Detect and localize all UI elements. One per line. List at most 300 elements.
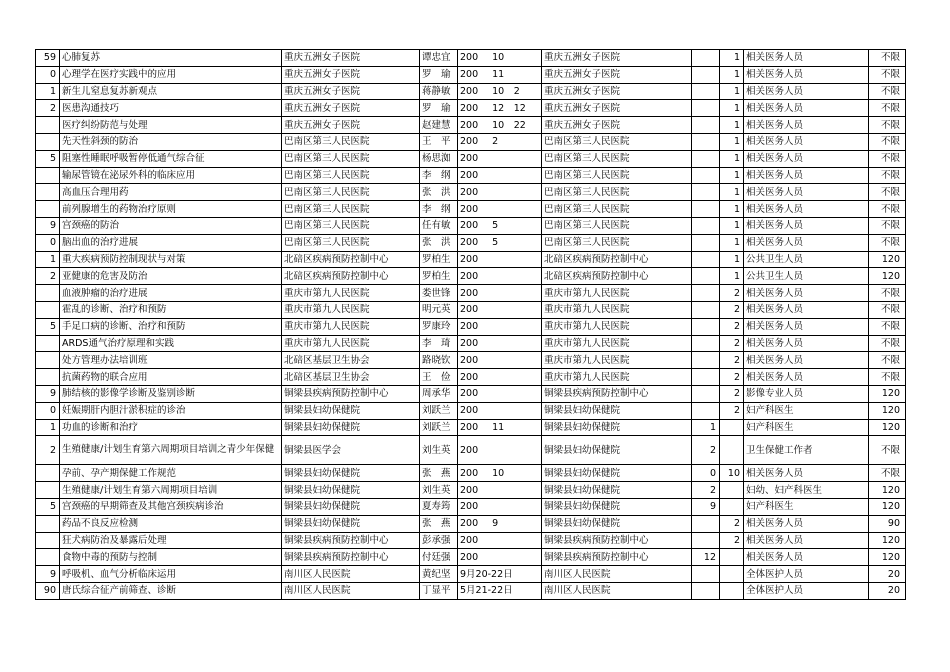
lead-person-cell: 刘跃兰 <box>420 402 458 419</box>
organizer-cell: 铜梁县医学会 <box>282 436 420 465</box>
limit-cell: 不限 <box>869 352 906 369</box>
credit-cell <box>692 268 720 285</box>
credit-cell: 9 <box>692 498 720 515</box>
table-row <box>36 100 906 117</box>
date-cell <box>458 369 542 386</box>
date-year: 200 <box>460 85 479 97</box>
date-cell <box>458 66 542 83</box>
date-detail: 9 <box>492 518 499 530</box>
row-number-cell <box>36 184 60 201</box>
organizer-cell: 铜梁县妇幼保健院 <box>282 482 420 499</box>
credit-cell: 2 <box>720 301 744 318</box>
date-year: 200 <box>460 421 479 433</box>
organizer-cell: 重庆五洲女子医院 <box>282 117 420 134</box>
venue-cell: 铜梁县妇幼保健院 <box>542 515 692 532</box>
date-cell <box>458 498 542 515</box>
limit-cell: 120 <box>869 268 906 285</box>
lead-person-cell: 路晓钦 <box>420 352 458 369</box>
table-row <box>36 549 906 566</box>
organizer-cell: 北碚区基层卫生协会 <box>282 369 420 386</box>
date-cell <box>458 402 542 419</box>
date-cell <box>458 150 542 167</box>
course-title-cell: 唐氏综合征产前筛查、诊断 <box>60 582 282 599</box>
limit-cell: 不限 <box>869 436 906 465</box>
limit-cell: 不限 <box>869 465 906 482</box>
target-audience-cell: 卫生保健工作者 <box>744 436 869 465</box>
lead-person-cell: 李 琦 <box>420 335 458 352</box>
date-cell <box>458 285 542 302</box>
credit-cell: 1 <box>720 184 744 201</box>
row-number-cell: 0 <box>36 66 60 83</box>
venue-cell: 重庆市第九人民医院 <box>542 318 692 335</box>
limit-cell: 不限 <box>869 83 906 100</box>
venue-cell: 铜梁县妇幼保健院 <box>542 436 692 465</box>
venue-cell: 巴南区第三人民医院 <box>542 217 692 234</box>
organizer-cell: 北碚区疾病预防控制中心 <box>282 268 420 285</box>
date-year: 200 <box>460 102 479 114</box>
row-number-cell: 1 <box>36 251 60 268</box>
target-audience-cell: 相关医务人员 <box>744 515 869 532</box>
row-number-cell <box>36 301 60 318</box>
limit-cell: 不限 <box>869 335 906 352</box>
course-title-cell: 心理学在医疗实践中的应用 <box>60 66 282 83</box>
limit-cell: 不限 <box>869 318 906 335</box>
venue-cell: 铜梁县妇幼保健院 <box>542 465 692 482</box>
date-year: 200 <box>460 501 479 513</box>
target-audience-cell: 相关医务人员 <box>744 50 869 67</box>
table-row <box>36 251 906 268</box>
course-title-cell: 霍乱的诊断、治疗和预防 <box>60 301 282 318</box>
organizer-cell: 重庆五洲女子医院 <box>282 83 420 100</box>
organizer-cell: 铜梁县疾病预防控制中心 <box>282 532 420 549</box>
lead-person-cell: 明元英 <box>420 301 458 318</box>
target-audience-cell: 相关医务人员 <box>744 335 869 352</box>
limit-cell: 不限 <box>869 133 906 150</box>
date-year: 200 <box>460 270 479 282</box>
course-title-cell: 宫颈癌的防治 <box>60 217 282 234</box>
date-cell <box>458 335 542 352</box>
limit-cell: 20 <box>869 582 906 599</box>
target-audience-cell: 相关医务人员 <box>744 150 869 167</box>
row-number-cell <box>36 335 60 352</box>
lead-person-cell: 赵建慧 <box>420 117 458 134</box>
lead-person-cell: 王 平 <box>420 133 458 150</box>
date-cell <box>458 482 542 499</box>
organizer-cell: 巴南区第三人民医院 <box>282 167 420 184</box>
date-cell <box>458 385 542 402</box>
credit-cell: 2 <box>720 285 744 302</box>
organizer-cell: 巴南区第三人民医院 <box>282 184 420 201</box>
date-year: 200 <box>460 52 479 64</box>
venue-cell: 巴南区第三人民医院 <box>542 167 692 184</box>
venue-cell: 巴南区第三人民医院 <box>542 150 692 167</box>
target-audience-cell: 相关医务人员 <box>744 285 869 302</box>
date-cell <box>458 318 542 335</box>
limit-cell: 120 <box>869 498 906 515</box>
target-audience-cell: 全体医护人员 <box>744 566 869 583</box>
table-row <box>36 201 906 218</box>
date-detail: 2 <box>492 136 499 148</box>
course-title-cell: 抗菌药物的联合应用 <box>60 369 282 386</box>
limit-cell: 120 <box>869 482 906 499</box>
table-row <box>36 532 906 549</box>
credit-cell: 1 <box>720 117 744 134</box>
organizer-cell: 重庆五洲女子医院 <box>282 50 420 67</box>
organizer-cell: 铜梁县妇幼保健院 <box>282 465 420 482</box>
date-year: 200 <box>460 153 479 165</box>
course-title-cell: ARDS通气治疗原理和实践 <box>60 335 282 352</box>
organizer-cell: 铜梁县妇幼保健院 <box>282 402 420 419</box>
course-title-cell: 新生儿窒息复苏新观点 <box>60 83 282 100</box>
venue-cell: 重庆五洲女子医院 <box>542 117 692 134</box>
lead-person-cell: 任有敏 <box>420 217 458 234</box>
lead-person-cell: 刘生英 <box>420 482 458 499</box>
table-row <box>36 566 906 583</box>
credit-cell <box>720 498 744 515</box>
row-number-cell <box>36 369 60 386</box>
course-title-cell: 生殖健康/计划生育第六周期项目培训 <box>60 482 282 499</box>
table-row <box>36 436 906 465</box>
course-title-cell: 心肺复苏 <box>60 50 282 67</box>
credit-cell <box>692 234 720 251</box>
venue-cell: 巴南区第三人民医院 <box>542 234 692 251</box>
target-audience-cell: 相关医务人员 <box>744 201 869 218</box>
lead-person-cell: 蒋静敏 <box>420 83 458 100</box>
credit-cell: 2 <box>692 436 720 465</box>
table-row <box>36 482 906 499</box>
date-year: 200 <box>460 467 479 479</box>
target-audience-cell: 相关医务人员 <box>744 83 869 100</box>
limit-cell: 120 <box>869 419 906 436</box>
credit-cell <box>692 335 720 352</box>
limit-cell: 不限 <box>869 184 906 201</box>
lead-person-cell: 刘生英 <box>420 436 458 465</box>
limit-cell: 不限 <box>869 369 906 386</box>
limit-cell: 120 <box>869 402 906 419</box>
credit-cell: 2 <box>720 532 744 549</box>
credit-cell <box>692 117 720 134</box>
row-number-cell <box>36 167 60 184</box>
date-year: 200 <box>460 371 479 383</box>
limit-cell: 不限 <box>869 50 906 67</box>
limit-cell: 不限 <box>869 285 906 302</box>
credit-cell: 2 <box>720 515 744 532</box>
date-detail: 10 22 <box>492 119 526 131</box>
venue-cell: 南川区人民医院 <box>542 566 692 583</box>
credit-cell: 1 <box>720 133 744 150</box>
row-number-cell: 2 <box>36 436 60 465</box>
target-audience-cell: 妇幼、妇产科医生 <box>744 482 869 499</box>
credit-cell <box>692 217 720 234</box>
row-number-cell <box>36 117 60 134</box>
lead-person-cell: 李 纲 <box>420 201 458 218</box>
credit-cell: 12 <box>692 549 720 566</box>
venue-cell: 铜梁县妇幼保健院 <box>542 482 692 499</box>
date-year: 200 <box>460 119 479 131</box>
course-title-cell: 医患沟通技巧 <box>60 100 282 117</box>
limit-cell: 不限 <box>869 66 906 83</box>
lead-person-cell: 夏寿筠 <box>420 498 458 515</box>
course-title-cell: 先天性斜颈的防治 <box>60 133 282 150</box>
limit-cell: 不限 <box>869 150 906 167</box>
date-cell <box>458 419 542 436</box>
course-title-cell: 脑出血的治疗进展 <box>60 234 282 251</box>
credit-cell <box>692 66 720 83</box>
date-cell <box>458 83 542 100</box>
date-year: 200 <box>460 444 479 456</box>
date-year: 200 <box>460 237 479 249</box>
lead-person-cell: 刘跃兰 <box>420 419 458 436</box>
date-year: 200 <box>460 551 479 563</box>
row-number-cell: 9 <box>36 566 60 583</box>
date-year: 200 <box>460 69 479 81</box>
lead-person-cell: 罗康玲 <box>420 318 458 335</box>
organizer-cell: 南川区人民医院 <box>282 566 420 583</box>
row-number-cell <box>36 201 60 218</box>
credit-cell: 1 <box>720 100 744 117</box>
course-title-cell: 前列腺增生的药物治疗原则 <box>60 201 282 218</box>
date-cell <box>458 301 542 318</box>
table-row <box>36 582 906 599</box>
venue-cell: 北碚区疾病预防控制中心 <box>542 268 692 285</box>
lead-person-cell: 张 洪 <box>420 184 458 201</box>
lead-person-cell: 付廷强 <box>420 549 458 566</box>
target-audience-cell: 相关医务人员 <box>744 301 869 318</box>
credit-cell <box>720 436 744 465</box>
credit-cell: 1 <box>720 234 744 251</box>
venue-cell: 北碚区疾病预防控制中心 <box>542 251 692 268</box>
credit-cell <box>692 532 720 549</box>
course-title-cell: 肺结核的影像学诊断及鉴别诊断 <box>60 385 282 402</box>
limit-cell: 20 <box>869 566 906 583</box>
course-title-cell: 重大疾病预防控制现状与对策 <box>60 251 282 268</box>
lead-person-cell: 张 燕 <box>420 515 458 532</box>
lead-person-cell: 罗 瑜 <box>420 100 458 117</box>
date-cell <box>458 549 542 566</box>
row-number-cell: 9 <box>36 217 60 234</box>
credit-cell <box>692 369 720 386</box>
credit-cell <box>692 301 720 318</box>
date-detail: 11 <box>492 421 505 433</box>
course-title-cell: 宫颈癌的早期筛查及其他宫颈疾病诊治 <box>60 498 282 515</box>
target-audience-cell: 妇产科医生 <box>744 419 869 436</box>
date-year: 200 <box>460 220 479 232</box>
limit-cell: 120 <box>869 251 906 268</box>
venue-cell: 重庆市第九人民医院 <box>542 369 692 386</box>
venue-cell: 巴南区第三人民医院 <box>542 184 692 201</box>
credit-cell <box>720 482 744 499</box>
date-cell <box>458 582 542 599</box>
date-cell <box>458 251 542 268</box>
course-title-cell: 药品不良反应检测 <box>60 515 282 532</box>
table-row <box>36 167 906 184</box>
table-row <box>36 66 906 83</box>
date-year: 200 <box>460 321 479 333</box>
course-title-cell: 医疗纠纷防范与处理 <box>60 117 282 134</box>
credit-cell <box>692 167 720 184</box>
table-row <box>36 217 906 234</box>
venue-cell: 铜梁县妇幼保健院 <box>542 498 692 515</box>
row-number-cell: 90 <box>36 582 60 599</box>
organizer-cell: 巴南区第三人民医院 <box>282 217 420 234</box>
target-audience-cell: 影像专业人员 <box>744 385 869 402</box>
venue-cell: 铜梁县疾病预防控制中心 <box>542 549 692 566</box>
date-detail: 10 <box>492 52 505 64</box>
date-cell <box>458 201 542 218</box>
table-row <box>36 133 906 150</box>
organizer-cell: 北碚区基层卫生协会 <box>282 352 420 369</box>
venue-cell: 重庆五洲女子医院 <box>542 83 692 100</box>
venue-cell: 铜梁县妇幼保健院 <box>542 419 692 436</box>
date-cell <box>458 133 542 150</box>
date-cell <box>458 184 542 201</box>
course-title-cell: 手足口病的诊断、治疗和预防 <box>60 318 282 335</box>
credit-cell: 1 <box>692 419 720 436</box>
credit-cell <box>720 566 744 583</box>
course-title-cell: 生殖健康/计划生育第六周期项目培训之青少年保健 <box>60 436 282 465</box>
row-number-cell: 5 <box>36 318 60 335</box>
target-audience-cell: 公共卫生人员 <box>744 268 869 285</box>
lead-person-cell: 罗柏生 <box>420 268 458 285</box>
row-number-cell: 5 <box>36 498 60 515</box>
course-title-cell: 功血的诊断和治疗 <box>60 419 282 436</box>
venue-cell: 重庆市第九人民医院 <box>542 352 692 369</box>
date-year: 200 <box>460 186 479 198</box>
limit-cell: 不限 <box>869 301 906 318</box>
date-year: 200 <box>460 405 479 417</box>
date-detail: 5 <box>492 220 499 232</box>
date-cell <box>458 532 542 549</box>
date-year: 200 <box>460 337 479 349</box>
organizer-cell: 重庆五洲女子医院 <box>282 66 420 83</box>
credit-cell: 2 <box>720 369 744 386</box>
course-title-cell: 妊娠期肝内胆汁淤积症的诊治 <box>60 402 282 419</box>
credit-cell <box>692 133 720 150</box>
lead-person-cell: 王 俭 <box>420 369 458 386</box>
course-title-cell: 孕前、孕产期保健工作规范 <box>60 465 282 482</box>
target-audience-cell: 相关医务人员 <box>744 465 869 482</box>
course-title-cell: 处方管理办法培训班 <box>60 352 282 369</box>
venue-cell: 巴南区第三人民医院 <box>542 133 692 150</box>
row-number-cell: 59 <box>36 50 60 67</box>
target-audience-cell: 公共卫生人员 <box>744 251 869 268</box>
date-year: 200 <box>460 169 479 181</box>
credit-cell: 1 <box>720 50 744 67</box>
venue-cell: 重庆五洲女子医院 <box>542 50 692 67</box>
organizer-cell: 铜梁县妇幼保健院 <box>282 419 420 436</box>
lead-person-cell: 李 纲 <box>420 167 458 184</box>
row-number-cell: 2 <box>36 268 60 285</box>
table-row <box>36 419 906 436</box>
course-title-cell: 狂犬病防治及暴露后处理 <box>60 532 282 549</box>
venue-cell: 重庆市第九人民医院 <box>542 301 692 318</box>
credit-cell <box>692 566 720 583</box>
course-title-cell: 亚健康的危害及防治 <box>60 268 282 285</box>
limit-cell: 不限 <box>869 217 906 234</box>
credit-cell <box>692 150 720 167</box>
target-audience-cell: 相关医务人员 <box>744 532 869 549</box>
date-year: 200 <box>460 253 479 265</box>
course-title-cell: 输尿管镜在泌尿外科的临床应用 <box>60 167 282 184</box>
lead-person-cell: 罗柏生 <box>420 251 458 268</box>
organizer-cell: 巴南区第三人民医院 <box>282 201 420 218</box>
lead-person-cell: 娄世锋 <box>420 285 458 302</box>
date-year: 200 <box>460 203 479 215</box>
credit-cell <box>692 402 720 419</box>
credit-cell: 1 <box>720 66 744 83</box>
credit-cell: 1 <box>720 251 744 268</box>
course-title-cell: 血液肿瘤的治疗进展 <box>60 285 282 302</box>
target-audience-cell: 相关医务人员 <box>744 549 869 566</box>
venue-cell: 重庆五洲女子医院 <box>542 100 692 117</box>
limit-cell: 不限 <box>869 100 906 117</box>
credit-cell: 2 <box>720 402 744 419</box>
lead-person-cell: 黄纪坚 <box>420 566 458 583</box>
limit-cell: 120 <box>869 532 906 549</box>
organizer-cell: 巴南区第三人民医院 <box>282 133 420 150</box>
row-number-cell: 2 <box>36 100 60 117</box>
table-row <box>36 50 906 67</box>
target-audience-cell: 相关医务人员 <box>744 217 869 234</box>
date-year: 200 <box>460 388 479 400</box>
organizer-cell: 巴南区第三人民医院 <box>282 150 420 167</box>
date-cell <box>458 515 542 532</box>
lead-person-cell: 谭忠宜 <box>420 50 458 67</box>
limit-cell: 不限 <box>869 167 906 184</box>
row-number-cell <box>36 285 60 302</box>
table-row <box>36 465 906 482</box>
credit-cell: 2 <box>720 352 744 369</box>
organizer-cell: 铜梁县疾病预防控制中心 <box>282 385 420 402</box>
organizer-cell: 铜梁县妇幼保健院 <box>282 515 420 532</box>
organizer-cell: 北碚区疾病预防控制中心 <box>282 251 420 268</box>
lead-person-cell: 杨思洳 <box>420 150 458 167</box>
venue-cell: 铜梁县疾病预防控制中心 <box>542 532 692 549</box>
venue-cell: 铜梁县疾病预防控制中心 <box>542 385 692 402</box>
target-audience-cell: 相关医务人员 <box>744 234 869 251</box>
date-cell <box>458 465 542 482</box>
lead-person-cell: 丁显平 <box>420 582 458 599</box>
course-title-cell: 呼吸机、血气分析临床运用 <box>60 566 282 583</box>
credit-cell: 1 <box>720 268 744 285</box>
row-number-cell <box>36 465 60 482</box>
date-year: 5月21-22日 <box>460 585 513 597</box>
credit-cell: 2 <box>692 482 720 499</box>
training-schedule-table <box>35 49 906 600</box>
table-row <box>36 352 906 369</box>
table-row <box>36 369 906 386</box>
target-audience-cell: 相关医务人员 <box>744 167 869 184</box>
limit-cell: 120 <box>869 549 906 566</box>
table-row <box>36 83 906 100</box>
table-row <box>36 515 906 532</box>
credit-cell <box>692 385 720 402</box>
credit-cell <box>720 549 744 566</box>
date-cell <box>458 117 542 134</box>
row-number-cell <box>36 482 60 499</box>
row-number-cell <box>36 133 60 150</box>
date-cell <box>458 234 542 251</box>
credit-cell: 10 <box>720 465 744 482</box>
credit-cell: 2 <box>720 318 744 335</box>
table-row <box>36 498 906 515</box>
date-year: 200 <box>460 354 479 366</box>
date-year: 200 <box>460 518 479 530</box>
credit-cell <box>692 83 720 100</box>
credit-cell <box>692 100 720 117</box>
credit-cell: 1 <box>720 167 744 184</box>
credit-cell <box>692 352 720 369</box>
